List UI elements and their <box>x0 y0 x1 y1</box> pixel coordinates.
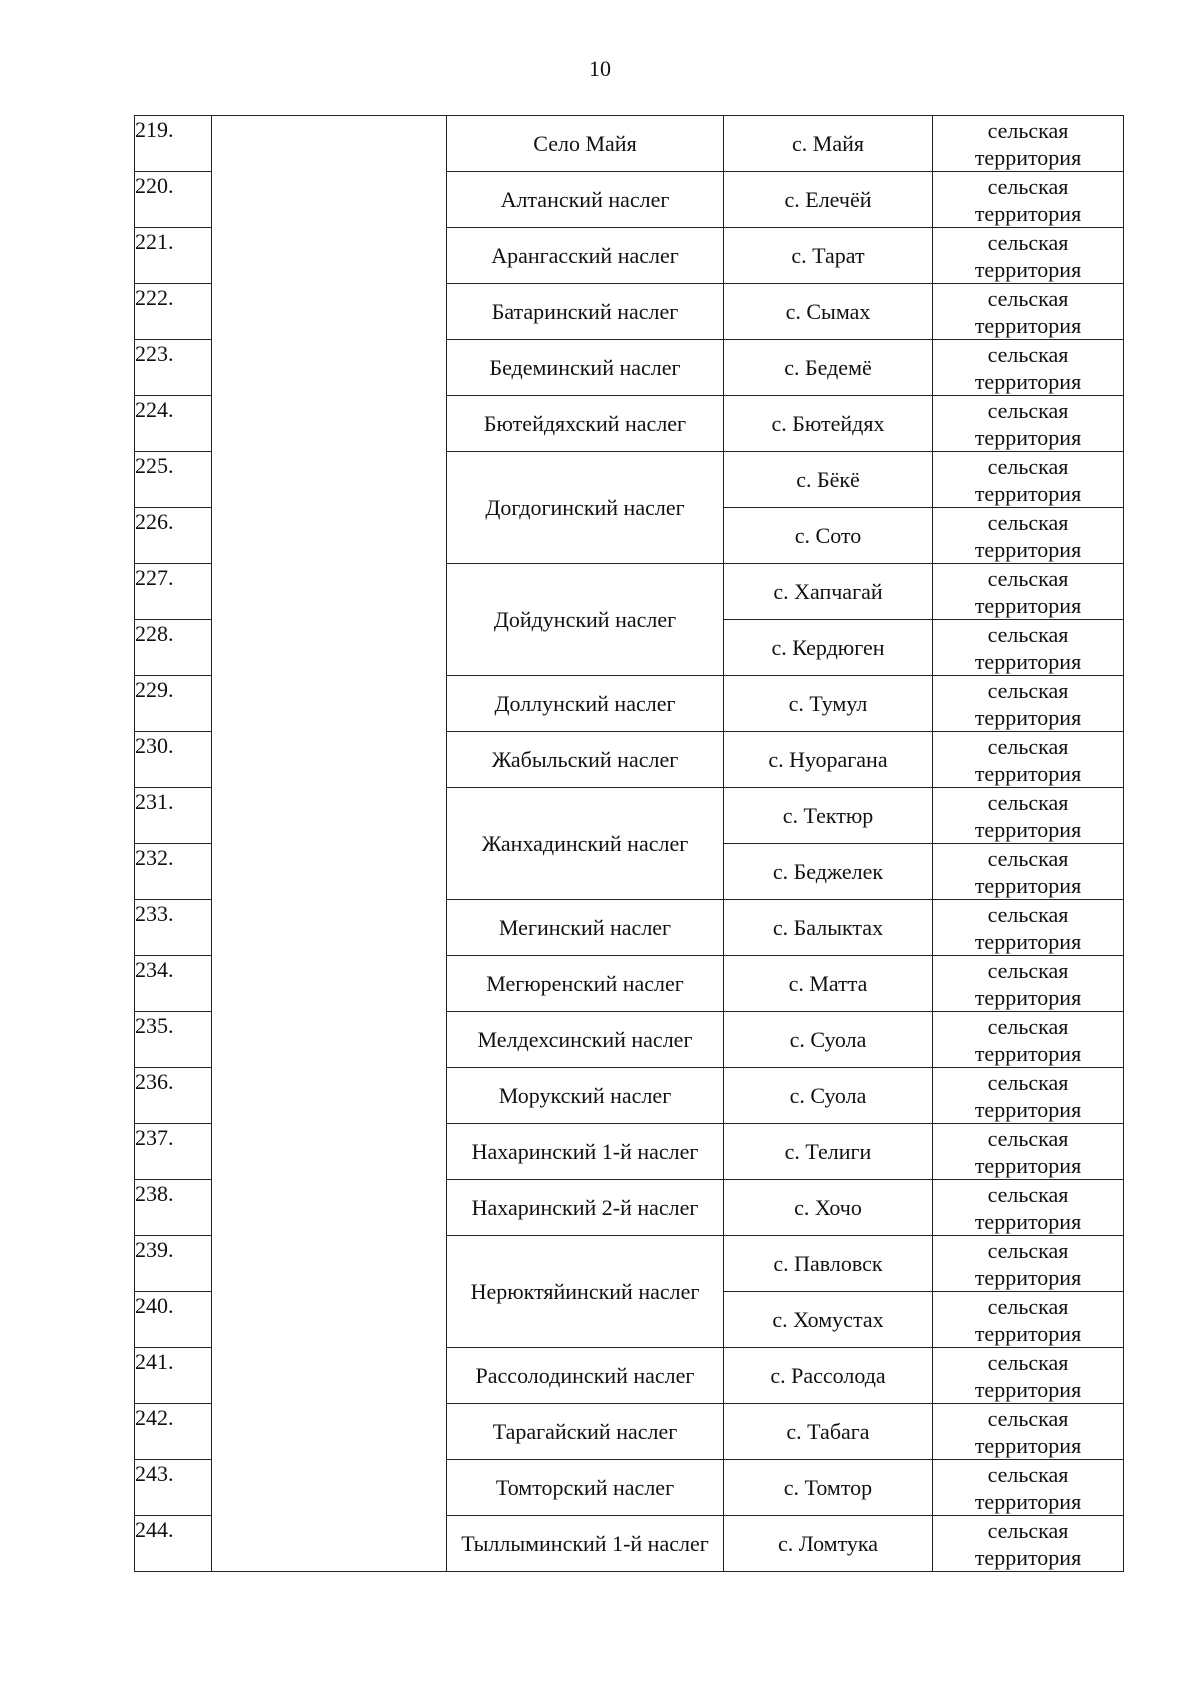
row-number: 242. <box>135 1404 212 1460</box>
locality-cell: с. Бёкё <box>724 452 933 508</box>
territory-type-cell: сельская территория <box>933 956 1124 1012</box>
row-number: 221. <box>135 228 212 284</box>
row-number: 239. <box>135 1236 212 1292</box>
territory-type-cell: сельская территория <box>933 620 1124 676</box>
row-number: 222. <box>135 284 212 340</box>
territory-type-cell: сельская территория <box>933 1012 1124 1068</box>
territory-type-cell: сельская территория <box>933 1292 1124 1348</box>
municipality-cell: Дойдунский наслег <box>447 564 724 676</box>
locality-cell: с. Суола <box>724 1068 933 1124</box>
territory-type-cell: сельская территория <box>933 452 1124 508</box>
municipality-cell: Рассолодинский наслег <box>447 1348 724 1404</box>
locality-cell: с. Тарат <box>724 228 933 284</box>
row-number: 225. <box>135 452 212 508</box>
locality-cell: с. Балыктах <box>724 900 933 956</box>
municipality-cell: Тыллыминский 1-й наслег <box>447 1516 724 1572</box>
territory-type-cell: сельская территория <box>933 676 1124 732</box>
row-number: 232. <box>135 844 212 900</box>
locality-cell: с. Беджелек <box>724 844 933 900</box>
municipality-cell: Жанхадинский наслег <box>447 788 724 900</box>
locality-cell: с. Тумул <box>724 676 933 732</box>
table-row <box>135 116 1124 172</box>
row-number: 231. <box>135 788 212 844</box>
locality-cell: с. Хомустах <box>724 1292 933 1348</box>
locality-cell: с. Хапчагай <box>724 564 933 620</box>
row-number: 241. <box>135 1348 212 1404</box>
locality-cell: с. Павловск <box>724 1236 933 1292</box>
locality-cell: с. Бютейдях <box>724 396 933 452</box>
territory-type-cell: сельская территория <box>933 732 1124 788</box>
municipality-cell: Нахаринский 2-й наслег <box>447 1180 724 1236</box>
locality-cell: с. Тектюр <box>724 788 933 844</box>
territory-type-cell: сельская территория <box>933 1348 1124 1404</box>
row-number: 233. <box>135 900 212 956</box>
locality-cell: с. Ломтука <box>724 1516 933 1572</box>
municipality-cell: Село Майя <box>447 116 724 172</box>
row-number: 240. <box>135 1292 212 1348</box>
table-body <box>135 116 1124 1572</box>
locality-cell: с. Бедемё <box>724 340 933 396</box>
row-number: 243. <box>135 1460 212 1516</box>
territory-type-cell: сельская территория <box>933 116 1124 172</box>
municipality-cell: Арангасский наслег <box>447 228 724 284</box>
locality-cell: с. Томтор <box>724 1460 933 1516</box>
locality-cell: с. Елечёй <box>724 172 933 228</box>
locality-cell: с. Сото <box>724 508 933 564</box>
district-cell <box>212 116 447 1572</box>
row-number: 224. <box>135 396 212 452</box>
territory-type-cell: сельская территория <box>933 564 1124 620</box>
row-number: 235. <box>135 1012 212 1068</box>
page-number: 10 <box>589 56 611 81</box>
territory-type-cell: сельская территория <box>933 1068 1124 1124</box>
row-number: 229. <box>135 676 212 732</box>
municipality-cell: Томторский наслег <box>447 1460 724 1516</box>
territory-type-cell: сельская территория <box>933 172 1124 228</box>
municipality-cell: Нахаринский 1-й наслег <box>447 1124 724 1180</box>
locality-cell: с. Матта <box>724 956 933 1012</box>
municipality-cell: Морукский наслег <box>447 1068 724 1124</box>
locality-cell: с. Рассолода <box>724 1348 933 1404</box>
territory-type-cell: сельская территория <box>933 1404 1124 1460</box>
locality-cell: с. Сымах <box>724 284 933 340</box>
territory-type-cell: сельская территория <box>933 284 1124 340</box>
locality-cell: с. Кердюген <box>724 620 933 676</box>
row-number: 234. <box>135 956 212 1012</box>
territory-type-cell: сельская территория <box>933 844 1124 900</box>
locality-cell: с. Табага <box>724 1404 933 1460</box>
territory-type-cell: сельская территория <box>933 1236 1124 1292</box>
row-number: 236. <box>135 1068 212 1124</box>
municipality-cell: Догдогинский наслег <box>447 452 724 564</box>
row-number: 237. <box>135 1124 212 1180</box>
municipality-cell: Доллунский наслег <box>447 676 724 732</box>
row-number: 227. <box>135 564 212 620</box>
row-number: 238. <box>135 1180 212 1236</box>
row-number: 230. <box>135 732 212 788</box>
territory-type-cell: сельская территория <box>933 340 1124 396</box>
municipality-cell: Бютейдяхский наслег <box>447 396 724 452</box>
row-number: 226. <box>135 508 212 564</box>
municipality-cell: Мегюренский наслег <box>447 956 724 1012</box>
territory-type-cell: сельская территория <box>933 508 1124 564</box>
row-number: 219. <box>135 116 212 172</box>
territory-type-cell: сельская территория <box>933 228 1124 284</box>
municipality-cell: Алтанский наслег <box>447 172 724 228</box>
locality-cell: с. Хочо <box>724 1180 933 1236</box>
row-number: 220. <box>135 172 212 228</box>
municipality-cell: Нерюктяйинский наслег <box>447 1236 724 1348</box>
settlement-table <box>134 115 1124 1572</box>
municipality-cell: Мегинский наслег <box>447 900 724 956</box>
locality-cell: с. Телиги <box>724 1124 933 1180</box>
territory-type-cell: сельская территория <box>933 788 1124 844</box>
locality-cell: с. Нуорагана <box>724 732 933 788</box>
municipality-cell: Бедеминский наслег <box>447 340 724 396</box>
municipality-cell: Тарагайский наслег <box>447 1404 724 1460</box>
territory-type-cell: сельская территория <box>933 396 1124 452</box>
locality-cell: с. Майя <box>724 116 933 172</box>
row-number: 223. <box>135 340 212 396</box>
locality-cell: с. Суола <box>724 1012 933 1068</box>
municipality-cell: Жабыльский наслег <box>447 732 724 788</box>
row-number: 228. <box>135 620 212 676</box>
territory-type-cell: сельская территория <box>933 1124 1124 1180</box>
municipality-cell: Батаринский наслег <box>447 284 724 340</box>
municipality-cell: Мелдехсинский наслег <box>447 1012 724 1068</box>
territory-type-cell: сельская территория <box>933 1516 1124 1572</box>
territory-type-cell: сельская территория <box>933 900 1124 956</box>
row-number: 244. <box>135 1516 212 1572</box>
territory-type-cell: сельская территория <box>933 1180 1124 1236</box>
territory-type-cell: сельская территория <box>933 1460 1124 1516</box>
